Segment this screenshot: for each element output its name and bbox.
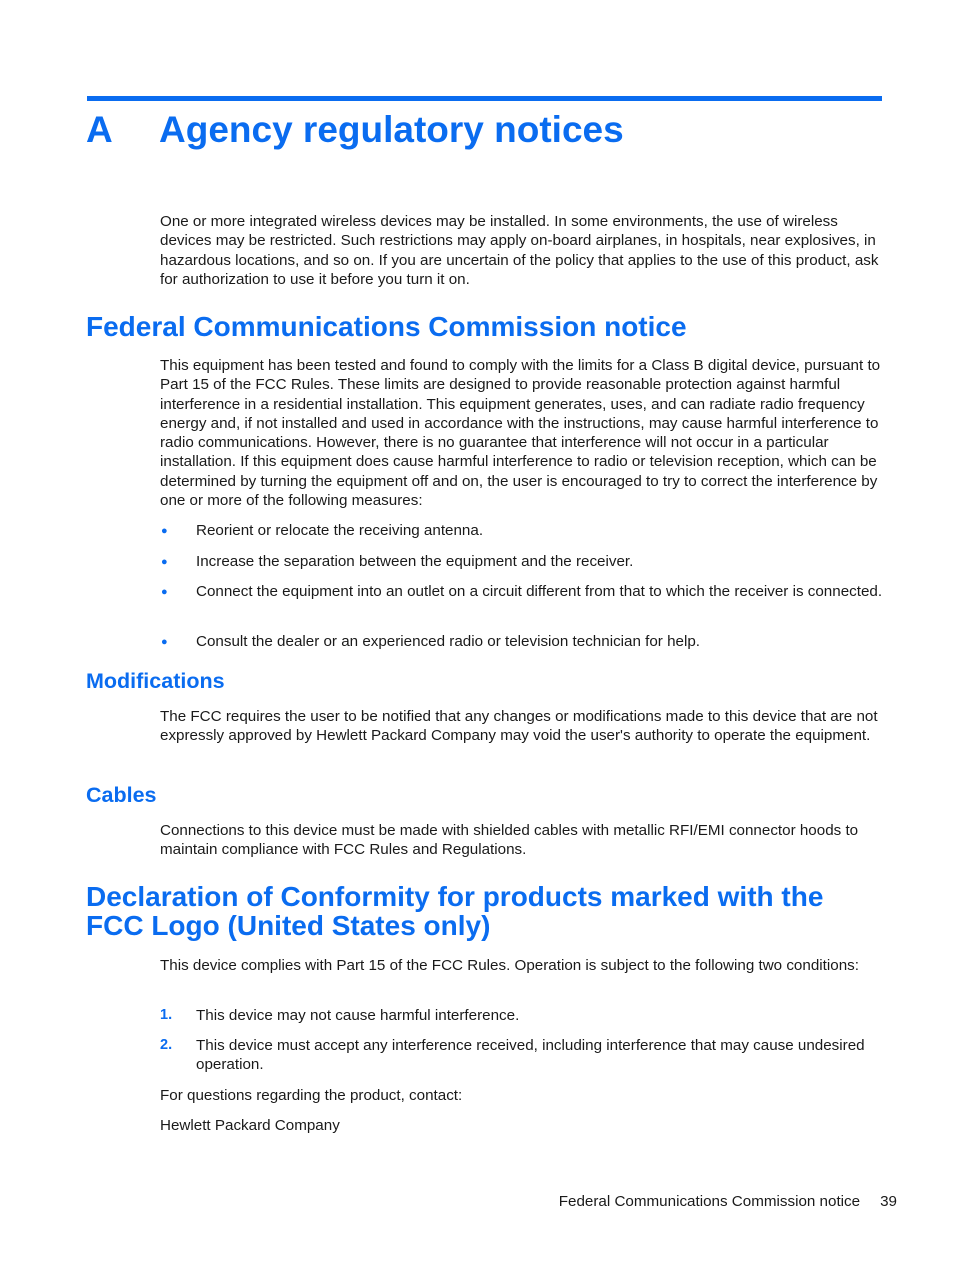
chapter-title-text: Agency regulatory notices (159, 109, 624, 150)
page-footer (559, 1192, 897, 1211)
list-item (160, 552, 885, 571)
list-item-text: Consult the dealer or an experienced radio or television technician for help. (196, 633, 701, 650)
chapter-rule (87, 96, 882, 101)
fcc-body: This equipment has been tested and found to comply with the limits for a Class B digital device, pursuant to Part 15 of the FCC Rules. These limits are designed to provide reasonable protection against harmful interference in a residential installation. This equipment generates, uses, and can radiate radio frequency energy and, if not installed and used in accordance with the instructions, may cause harmful interference to radio communications. However, there is no guarantee that interference will not occur in a particular installation. If this equipment does cause harmful interference to radio or television reception, which can be determined by turning the equipment off and on, the user is encouraged to try to correct the interference by one or more of the following measures: (160, 357, 881, 510)
modifications-body: The FCC requires the user to be notified that any changes or modifications made to this device that are not expressly approved by Hewlett Packard Company may void the user's authority to operate the equipment. (160, 708, 878, 745)
intro-paragraph: One or more integrated wireless devices may be installed. In some environments, the use of wireless devices may be restricted. Such restrictions may apply on-board airplanes, in hospitals, near explosives, in hazardous locations, and so on. If you are uncertain of the policy that applies to the use of this product, ask for authorization to use it before you turn it on. (160, 213, 879, 288)
numbered-item (160, 1036, 885, 1075)
declaration-heading (86, 882, 823, 940)
footer-section-title: Federal Communications Commission notice (558, 1193, 861, 1210)
contact-intro: For questions regarding the product, contact: (160, 1087, 463, 1104)
list-item-text: Increase the separation between the equipment and the receiver. (196, 553, 634, 570)
list-item (160, 632, 885, 651)
list-item (160, 582, 885, 601)
cables-body: Connections to this device must be made with shielded cables with metallic RFI/EMI connector hoods to maintain compliance with FCC Rules and Regulations. (160, 822, 859, 859)
bullet-icon: ● (161, 636, 168, 648)
list-item-text: Reorient or relocate the receiving antenna. (196, 522, 484, 539)
bullet-icon: ● (161, 556, 168, 568)
list-item (160, 521, 885, 540)
declaration-body: This device complies with Part 15 of the FCC Rules. Operation is subject to the following two conditions: (160, 957, 859, 974)
numbered-item (160, 1006, 885, 1025)
item-number: 1. (160, 1007, 173, 1023)
cables-heading: Cables (86, 783, 157, 807)
modifications-heading: Modifications (86, 669, 225, 693)
page-number: 39 (880, 1193, 897, 1210)
declaration-heading-line2: FCC Logo (United States only) (86, 910, 491, 941)
chapter-title (86, 108, 624, 152)
item-number: 2. (160, 1037, 173, 1053)
fcc-heading: Federal Communications Commission notice (86, 311, 687, 342)
numbered-item-text: This device may not cause harmful interference. (196, 1007, 520, 1024)
numbered-item-text: This device must accept any interference received, including interference that may cause undesired operation. (196, 1037, 865, 1074)
chapter-letter: A (86, 109, 113, 150)
declaration-heading-line1: Declaration of Conformity for products marked with the (86, 881, 824, 912)
bullet-icon: ● (161, 525, 168, 537)
bullet-icon: ● (161, 586, 168, 598)
list-item-text: Connect the equipment into an outlet on a circuit different from that to which the receiver is connected. (196, 583, 883, 600)
company-name: Hewlett Packard Company (160, 1117, 340, 1134)
